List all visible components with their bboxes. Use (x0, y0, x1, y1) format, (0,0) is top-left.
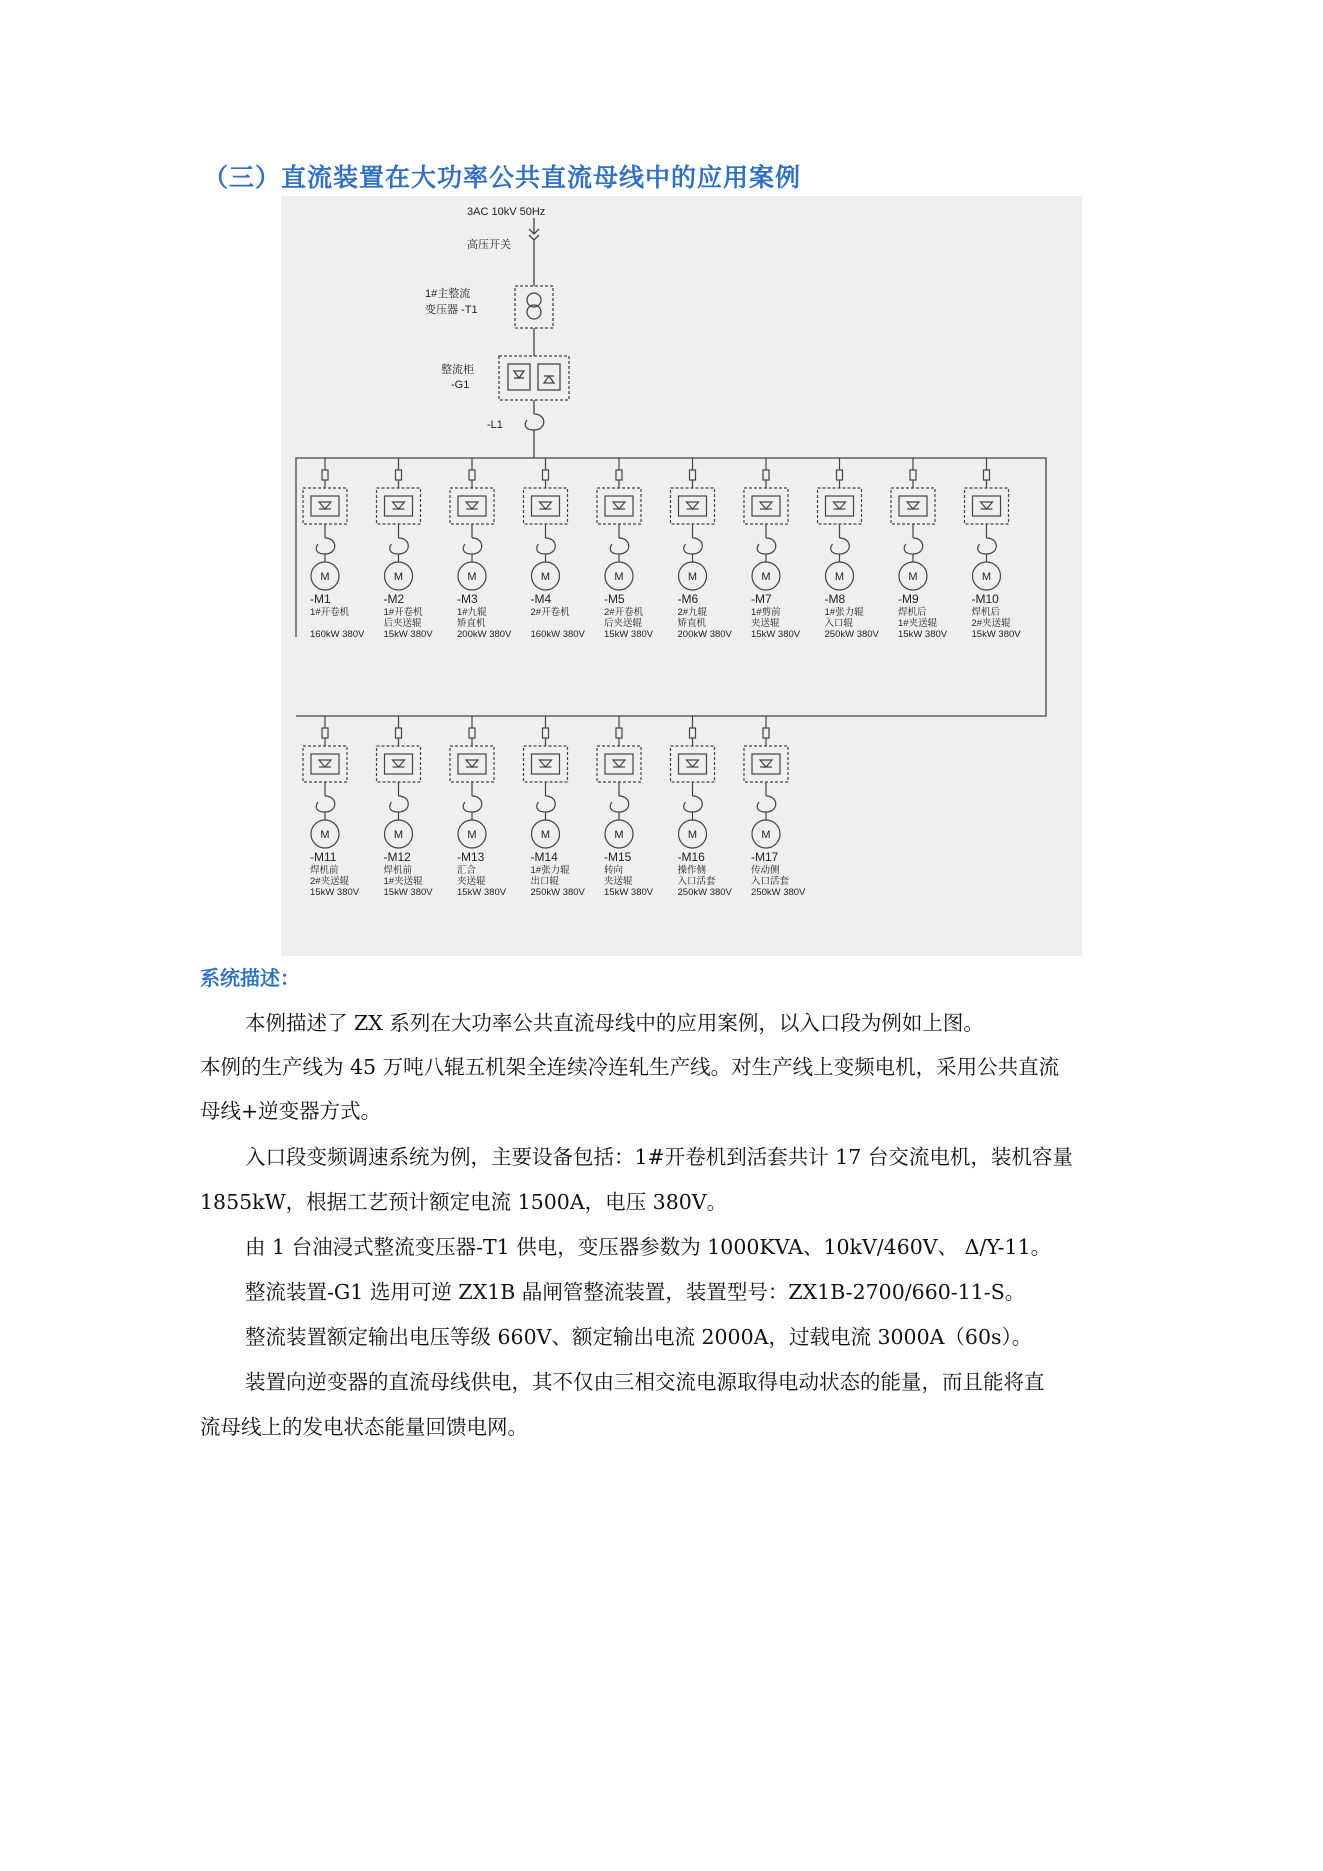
paragraph-2-line-1: 本例的生产线为 45 万吨八辊五机架全连续冷连轧生产线。对生产线上变频电机，采用公共直流 (200, 1055, 1060, 1079)
motor-spec: 200kW 380V (677, 629, 732, 640)
motor-id: -M5 (604, 592, 625, 606)
motor-symbol: M (834, 571, 845, 583)
motor-id: -M2 (383, 592, 405, 606)
reactor-icon (684, 796, 702, 812)
reactor-icon (316, 538, 334, 554)
motor-desc-1: 2#九辊 (677, 607, 708, 618)
motor-id: -M14 (530, 850, 558, 864)
motor-desc-2: 夹送辊 (751, 618, 780, 629)
reactor-icon (904, 538, 922, 554)
motor-spec: 160kW 380V (310, 629, 365, 640)
motor-id: -M15 (604, 850, 632, 864)
reactor-icon (463, 796, 481, 812)
motor-symbol: M (320, 829, 330, 841)
thyristor-icon (540, 502, 552, 509)
motor-spec: 15kW 380V (604, 887, 654, 898)
reactor-icon (537, 538, 555, 554)
motor-branch (597, 716, 654, 898)
motor-branch (671, 716, 733, 898)
motor-desc-2: 入口辊 (824, 618, 854, 629)
motor-desc-1: 转向 (604, 865, 624, 876)
paragraph-7-line-2: 流母线上的发电状态能量回馈电网。 (200, 1415, 528, 1439)
motor-branch (450, 716, 507, 898)
motor-spec: 250kW 380V (677, 887, 732, 898)
motor-symbol: M (981, 571, 992, 583)
motor-id: -M3 (457, 592, 478, 606)
inverter-box (524, 746, 568, 782)
thyristor-icon (760, 760, 772, 767)
motor-symbol: M (467, 571, 477, 583)
motor-id: -M1 (310, 592, 331, 606)
motor-id: -M16 (677, 850, 705, 864)
reactor-icon (390, 538, 408, 554)
paragraph-3-line-2: 1855kW，根据工艺预计额定电流 1500A，电压 380V。 (200, 1190, 728, 1214)
motor-desc-1: 1#剪前 (751, 607, 781, 618)
motor-symbol: M (393, 571, 404, 583)
motor-desc-1: 焊机前 (383, 865, 413, 876)
motor-id: -M13 (457, 850, 485, 864)
reactor-icon (684, 538, 702, 554)
reactor-icon (831, 538, 849, 554)
motor-desc-1: 汇合 (457, 865, 477, 876)
motor-desc-2: 矫直机 (457, 618, 486, 629)
reactor-label: -L1 (487, 419, 503, 431)
motor-symbol: M (761, 571, 771, 583)
motor-desc-1: 焊机前 (310, 865, 339, 876)
inverter-box (671, 488, 715, 524)
motor-branch (671, 458, 733, 640)
thyristor-icon (613, 760, 625, 767)
inverter-box (303, 746, 347, 782)
motor-spec: 250kW 380V (530, 887, 585, 898)
single-line-diagram (281, 196, 1082, 956)
motor-desc-2: 出口辊 (530, 876, 560, 887)
diagram-canvas (281, 196, 1082, 956)
inverter-box (818, 488, 862, 524)
rectifier-label-1: 整流柜 (441, 364, 474, 376)
motor-desc-2: 后夹送辊 (604, 618, 643, 629)
motor-branch (965, 458, 1022, 640)
motor-desc-1: 焊机后 (971, 607, 1001, 618)
motor-branch (744, 716, 806, 898)
reactor-icon (316, 796, 334, 812)
paragraph-7-line-1: 装置向逆变器的直流母线供电，其不仅由三相交流电源取得电动状态的能量，而且能将直 (245, 1370, 1045, 1394)
motor-branch (524, 458, 586, 640)
thyristor-icon (319, 502, 331, 509)
motor-desc-2: 后夹送辊 (383, 618, 422, 629)
motor-symbol: M (687, 829, 698, 841)
section-heading: （三）直流装置在大功率公共直流母线中的应用案例 (203, 163, 802, 192)
inverter-box (744, 746, 788, 782)
motor-branch (377, 716, 434, 898)
motor-desc-2: 夹送辊 (604, 876, 633, 887)
motor-spec: 160kW 380V (530, 629, 585, 640)
motor-id: -M11 (310, 850, 337, 864)
motor-desc-2: 2#夹送辊 (310, 876, 350, 887)
reactor-icon (537, 796, 555, 812)
motor-branch (744, 458, 801, 640)
motor-desc-2: 夹送辊 (457, 876, 486, 887)
inverter-box (597, 488, 641, 524)
reactor-icon (610, 538, 628, 554)
motor-spec: 15kW 380V (457, 887, 507, 898)
motor-id: -M6 (677, 592, 699, 606)
paragraph-4: 由 1 台油浸式整流变压器-T1 供电，变压器参数为 1000KVA、10kV/460V、 Δ/Y-11。 (245, 1235, 1052, 1259)
inverter-box (377, 746, 421, 782)
reactor-icon (978, 538, 996, 554)
inverter-box (450, 746, 494, 782)
paragraph-6: 整流装置额定输出电压等级 660V、额定输出电流 2000A，过载电流 3000A（60s）。 (245, 1325, 1033, 1349)
reactor-icon (610, 796, 628, 812)
paragraph-1: 本例描述了 ZX 系列在大功率公共直流母线中的应用案例，以入口段为例如上图。 (245, 1011, 984, 1035)
inverter-box (965, 488, 1009, 524)
motor-spec: 200kW 380V (457, 629, 512, 640)
thyristor-icon (760, 502, 772, 509)
motor-id: -M12 (383, 850, 411, 864)
rectifier-label-2: -G1 (451, 379, 470, 391)
inverter-box (377, 488, 421, 524)
motor-id: -M8 (824, 592, 846, 606)
motor-symbol: M (393, 829, 404, 841)
inverter-box (891, 488, 935, 524)
reactor-icon (757, 538, 775, 554)
motor-symbol: M (687, 571, 698, 583)
paragraph-2-line-2: 母线+逆变器方式。 (200, 1099, 382, 1123)
motor-desc-2: 矫直机 (677, 618, 707, 629)
motor-branch (377, 458, 434, 640)
thyristor-icon (319, 760, 331, 767)
motor-spec: 250kW 380V (751, 887, 806, 898)
thyristor-icon (907, 502, 919, 509)
motor-desc-1: 2#开卷机 (604, 607, 644, 618)
reactor-icon (463, 538, 481, 554)
thyristor-icon (540, 760, 552, 767)
inverter-box (303, 488, 347, 524)
motor-desc-1: 操作侧 (677, 865, 707, 876)
motor-id: -M17 (751, 850, 779, 864)
motor-symbol: M (540, 829, 551, 841)
motor-symbol: M (761, 829, 771, 841)
motor-symbol: M (614, 829, 624, 841)
motor-spec: 15kW 380V (383, 887, 433, 898)
motor-id: -M10 (971, 592, 999, 606)
motor-spec: 250kW 380V (824, 629, 879, 640)
motor-desc-1: 1#开卷机 (310, 607, 350, 618)
motor-branch (597, 458, 654, 640)
motor-spec: 15kW 380V (604, 629, 654, 640)
motor-spec: 15kW 380V (383, 629, 433, 640)
motor-desc-2: 入口活套 (751, 876, 790, 887)
thyristor-icon (613, 502, 625, 509)
switch-label: 高压开关 (467, 239, 511, 251)
motor-branch (891, 458, 948, 640)
motor-id: -M7 (751, 592, 772, 606)
motor-branch (303, 458, 365, 640)
inverter-box (597, 746, 641, 782)
thyristor-icon (393, 502, 405, 509)
inverter-box (671, 746, 715, 782)
reactor-icon (390, 796, 408, 812)
thyristor-icon (981, 502, 993, 509)
motor-desc-2: 入口活套 (677, 876, 716, 887)
thyristor-icon (393, 760, 405, 767)
inverter-box (744, 488, 788, 524)
inverter-box (450, 488, 494, 524)
motor-symbol: M (467, 829, 477, 841)
motor-desc-1: 1#张力辊 (824, 607, 864, 618)
motor-spec: 15kW 380V (751, 629, 801, 640)
thyristor-icon (687, 502, 699, 509)
motor-desc-1: 1#九辊 (457, 607, 487, 618)
thyristor-icon (687, 760, 699, 767)
thyristor-icon (466, 502, 478, 509)
motor-desc-1: 1#张力辊 (530, 865, 570, 876)
motor-spec: 15kW 380V (310, 887, 360, 898)
thyristor-icon (466, 760, 478, 767)
motor-desc-2: 2#夹送辊 (971, 618, 1011, 629)
motor-desc-2: 1#夹送辊 (898, 618, 938, 629)
paragraph-3-line-1: 入口段变频调速系统为例，主要设备包括：1#开卷机到活套共计 17 台交流电机，装机容量 (245, 1145, 1073, 1169)
system-description-title: 系统描述： (200, 966, 300, 990)
transformer-label-2: 变压器 -T1 (425, 304, 478, 316)
thyristor-icon (834, 502, 846, 509)
motor-symbol: M (908, 571, 918, 583)
motor-symbol: M (320, 571, 330, 583)
motor-symbol: M (614, 571, 624, 583)
motor-spec: 15kW 380V (971, 629, 1021, 640)
reactor-icon (757, 796, 775, 812)
transformer-label-1: 1#主整流 (425, 288, 471, 300)
motor-desc-1: 传动侧 (751, 865, 780, 876)
motor-desc-1: 焊机后 (898, 607, 927, 618)
motor-id: -M4 (530, 592, 552, 606)
motor-desc-1: 2#开卷机 (530, 607, 570, 618)
motor-desc-1: 1#开卷机 (383, 607, 423, 618)
inverter-box (524, 488, 568, 524)
paragraph-5: 整流装置-G1 选用可逆 ZX1B 晶闸管整流装置，装置型号：ZX1B-2700/660-11-S。 (245, 1280, 1026, 1304)
ac-source-label: 3AC 10kV 50Hz (467, 206, 546, 218)
motor-id: -M9 (898, 592, 919, 606)
motor-branch (524, 716, 586, 898)
motor-symbol: M (540, 571, 551, 583)
motor-desc-2: 1#夹送辊 (383, 876, 423, 887)
motor-spec: 15kW 380V (898, 629, 948, 640)
motor-branch (818, 458, 880, 640)
motor-branch (450, 458, 512, 640)
motor-branch (303, 716, 360, 898)
